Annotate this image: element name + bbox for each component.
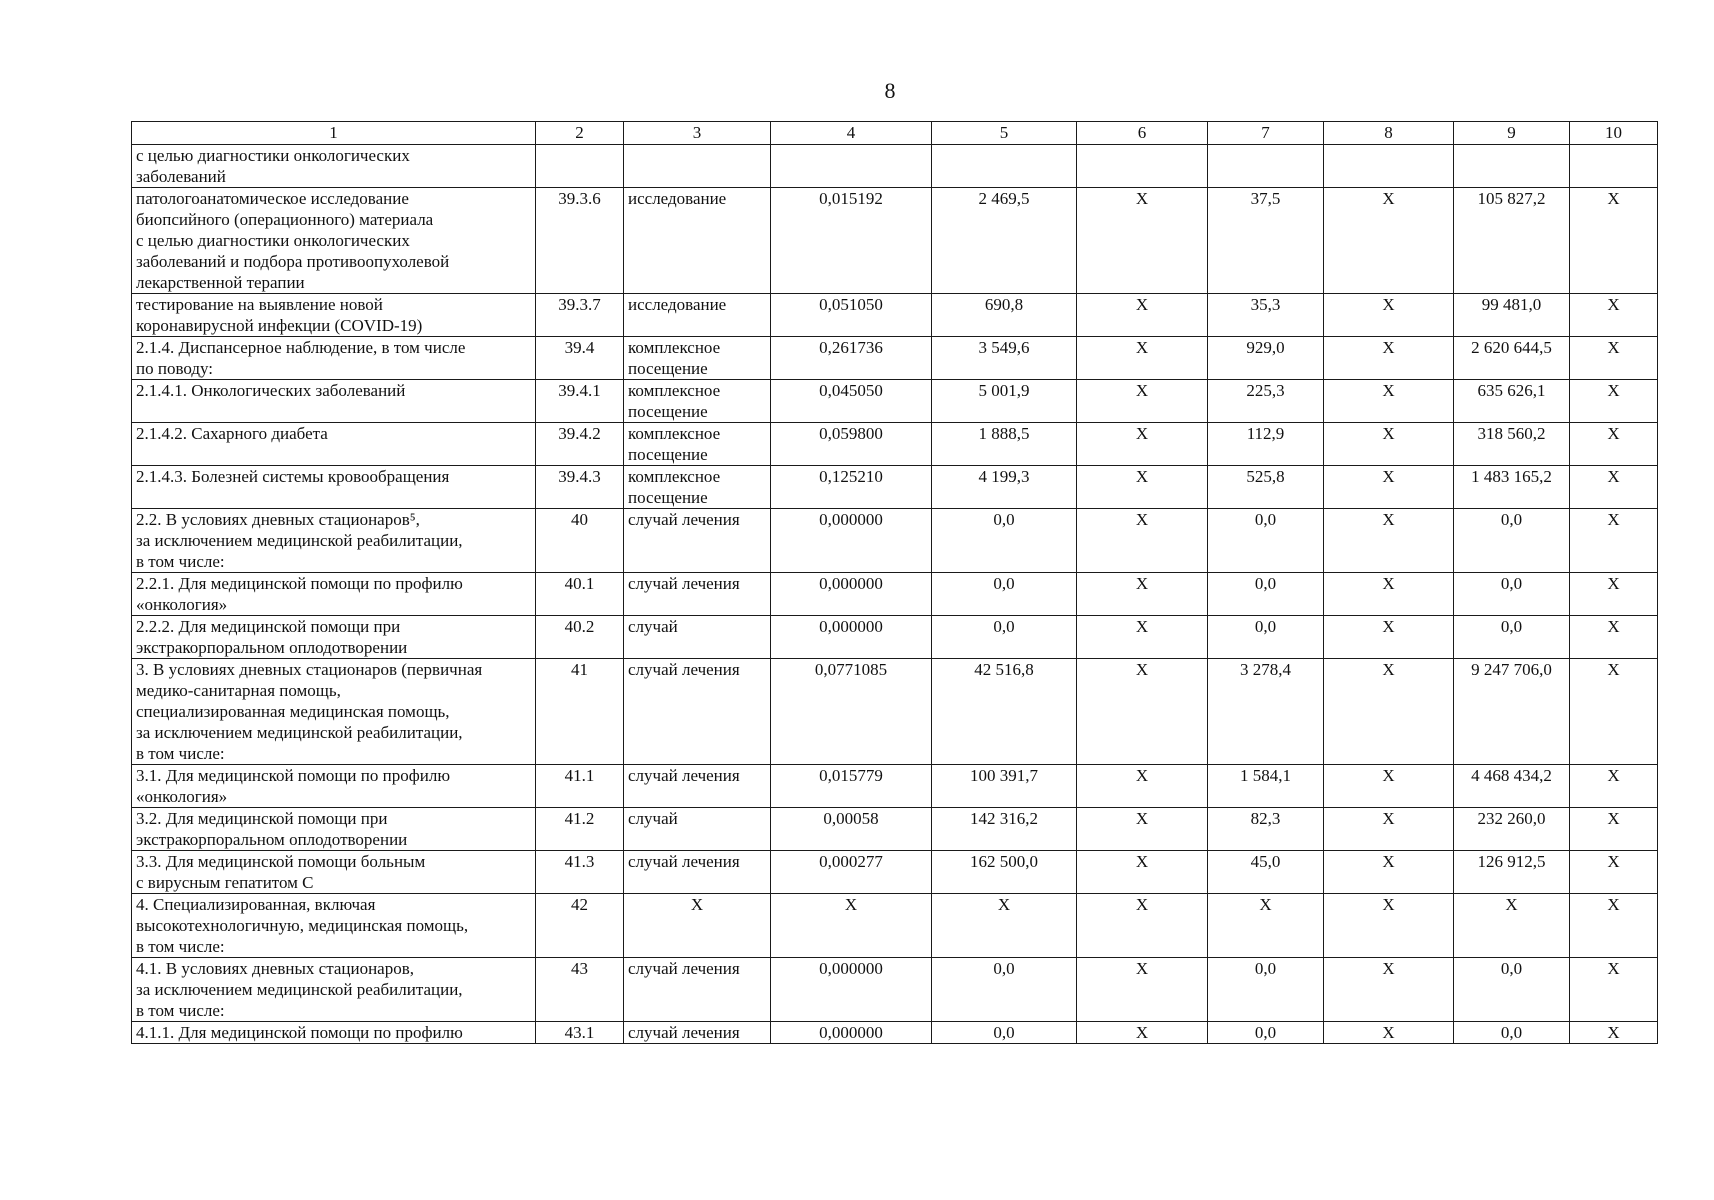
row-label: 2.1.4.2. Сахарного диабета xyxy=(132,423,536,466)
cell-col-4: Х xyxy=(771,894,932,958)
row-label: 3.3. Для медицинской помощи больным с вирусным гепатитом С xyxy=(132,851,536,894)
table-row xyxy=(132,423,1658,466)
table-row xyxy=(132,337,1658,380)
column-header: 5 xyxy=(932,122,1077,145)
cell-col-6 xyxy=(1077,145,1208,188)
cell-col-10: Х xyxy=(1570,380,1658,423)
row-code xyxy=(536,145,624,188)
row-code: 39.4.1 xyxy=(536,380,624,423)
column-header: 3 xyxy=(624,122,771,145)
cell-col-6: Х xyxy=(1077,659,1208,765)
table-row xyxy=(132,573,1658,616)
row-unit: случай лечения xyxy=(624,509,771,573)
row-unit xyxy=(624,145,771,188)
cell-col-9 xyxy=(1454,145,1570,188)
cell-col-10: Х xyxy=(1570,765,1658,808)
cell-col-8: Х xyxy=(1324,294,1454,337)
column-header: 2 xyxy=(536,122,624,145)
cell-col-8: Х xyxy=(1324,466,1454,509)
cell-col-6: Х xyxy=(1077,423,1208,466)
row-unit: исследование xyxy=(624,188,771,294)
row-code: 41.3 xyxy=(536,851,624,894)
cell-col-4: 0,000000 xyxy=(771,509,932,573)
cell-col-8: Х xyxy=(1324,659,1454,765)
cell-col-8: Х xyxy=(1324,894,1454,958)
cell-col-4: 0,0771085 xyxy=(771,659,932,765)
cell-col-7: 3 278,4 xyxy=(1208,659,1324,765)
cell-col-7: 1 584,1 xyxy=(1208,765,1324,808)
cell-col-10: Х xyxy=(1570,958,1658,1022)
table-row xyxy=(132,659,1658,765)
cell-col-8: Х xyxy=(1324,765,1454,808)
cell-col-6: Х xyxy=(1077,894,1208,958)
row-label: 4.1.1. Для медицинской помощи по профилю xyxy=(132,1022,536,1044)
cell-col-6: Х xyxy=(1077,337,1208,380)
cell-col-7: 35,3 xyxy=(1208,294,1324,337)
column-header: 7 xyxy=(1208,122,1324,145)
cell-col-8: Х xyxy=(1324,380,1454,423)
cell-col-8 xyxy=(1324,145,1454,188)
cell-col-10: Х xyxy=(1570,616,1658,659)
row-label: патологоанатомическое исследование биопсийного (операционного) материала с целью диагностики онкологических заболеваний и подбора противоопухолевой лекарственной терапии xyxy=(132,188,536,294)
row-label: 3.2. Для медицинской помощи при экстракорпоральном оплодотворении xyxy=(132,808,536,851)
row-code: 41.1 xyxy=(536,765,624,808)
row-unit: случай лечения xyxy=(624,958,771,1022)
column-header: 1 xyxy=(132,122,536,145)
row-code: 39.4 xyxy=(536,337,624,380)
row-code: 39.4.2 xyxy=(536,423,624,466)
cell-col-10: Х xyxy=(1570,659,1658,765)
column-header: 10 xyxy=(1570,122,1658,145)
row-unit: Х xyxy=(624,894,771,958)
row-label: 2.1.4.1. Онкологических заболеваний xyxy=(132,380,536,423)
cell-col-5: 0,0 xyxy=(932,1022,1077,1044)
table-row xyxy=(132,466,1658,509)
cell-col-7 xyxy=(1208,145,1324,188)
cell-col-6: Х xyxy=(1077,294,1208,337)
cell-col-10: Х xyxy=(1570,423,1658,466)
row-label: 2.2. В условиях дневных стационаров⁵, за исключением медицинской реабилитации, в том числе: xyxy=(132,509,536,573)
column-header: 9 xyxy=(1454,122,1570,145)
row-unit: комплексное посещение xyxy=(624,380,771,423)
cell-col-8: Х xyxy=(1324,616,1454,659)
cell-col-6: Х xyxy=(1077,616,1208,659)
cell-col-7: 525,8 xyxy=(1208,466,1324,509)
cell-col-9: 635 626,1 xyxy=(1454,380,1570,423)
cell-col-9: 4 468 434,2 xyxy=(1454,765,1570,808)
cell-col-7: 45,0 xyxy=(1208,851,1324,894)
cell-col-10: Х xyxy=(1570,509,1658,573)
cell-col-10: Х xyxy=(1570,294,1658,337)
cell-col-4: 0,00058 xyxy=(771,808,932,851)
cell-col-4: 0,000277 xyxy=(771,851,932,894)
cell-col-7: 0,0 xyxy=(1208,573,1324,616)
row-unit: исследование xyxy=(624,294,771,337)
row-code: 40 xyxy=(536,509,624,573)
cell-col-10 xyxy=(1570,145,1658,188)
table-row xyxy=(132,509,1658,573)
cell-col-6: Х xyxy=(1077,765,1208,808)
row-unit: случай лечения xyxy=(624,573,771,616)
table-row xyxy=(132,958,1658,1022)
column-header: 4 xyxy=(771,122,932,145)
cell-col-9: 0,0 xyxy=(1454,958,1570,1022)
table-row xyxy=(132,294,1658,337)
data-table xyxy=(131,121,1658,1044)
cell-col-8: Х xyxy=(1324,188,1454,294)
cell-col-10: Х xyxy=(1570,573,1658,616)
row-label: 4. Специализированная, включая высокотехнологичную, медицинская помощь, в том числе: xyxy=(132,894,536,958)
cell-col-4: 0,015192 xyxy=(771,188,932,294)
cell-col-4: 0,125210 xyxy=(771,466,932,509)
cell-col-5: 142 316,2 xyxy=(932,808,1077,851)
cell-col-4: 0,000000 xyxy=(771,958,932,1022)
cell-col-8: Х xyxy=(1324,573,1454,616)
cell-col-6: Х xyxy=(1077,188,1208,294)
cell-col-9: 0,0 xyxy=(1454,509,1570,573)
row-unit: случай лечения xyxy=(624,851,771,894)
cell-col-9: 126 912,5 xyxy=(1454,851,1570,894)
row-unit: случай лечения xyxy=(624,1022,771,1044)
cell-col-4: 0,000000 xyxy=(771,573,932,616)
row-unit: случай лечения xyxy=(624,659,771,765)
table-header-row xyxy=(132,122,1658,145)
cell-col-7: 929,0 xyxy=(1208,337,1324,380)
cell-col-7: 0,0 xyxy=(1208,616,1324,659)
cell-col-6: Х xyxy=(1077,1022,1208,1044)
cell-col-9: 99 481,0 xyxy=(1454,294,1570,337)
cell-col-4: 0,000000 xyxy=(771,616,932,659)
row-label: 3.1. Для медицинской помощи по профилю «онкология» xyxy=(132,765,536,808)
cell-col-7: 82,3 xyxy=(1208,808,1324,851)
cell-col-5: Х xyxy=(932,894,1077,958)
table-row xyxy=(132,894,1658,958)
row-unit: случай xyxy=(624,616,771,659)
cell-col-4: 0,015779 xyxy=(771,765,932,808)
cell-col-5: 1 888,5 xyxy=(932,423,1077,466)
cell-col-6: Х xyxy=(1077,851,1208,894)
cell-col-4: 0,045050 xyxy=(771,380,932,423)
cell-col-7: 0,0 xyxy=(1208,958,1324,1022)
cell-col-5: 42 516,8 xyxy=(932,659,1077,765)
row-code: 41 xyxy=(536,659,624,765)
row-code: 41.2 xyxy=(536,808,624,851)
cell-col-4: 0,000000 xyxy=(771,1022,932,1044)
cell-col-6: Х xyxy=(1077,466,1208,509)
cell-col-5: 5 001,9 xyxy=(932,380,1077,423)
cell-col-10: Х xyxy=(1570,337,1658,380)
row-label: 4.1. В условиях дневных стационаров, за исключением медицинской реабилитации, в том числе: xyxy=(132,958,536,1022)
row-label: 2.1.4. Диспансерное наблюдение, в том числе по поводу: xyxy=(132,337,536,380)
row-code: 40.2 xyxy=(536,616,624,659)
cell-col-8: Х xyxy=(1324,851,1454,894)
cell-col-4 xyxy=(771,145,932,188)
row-unit: комплексное посещение xyxy=(624,466,771,509)
cell-col-5: 3 549,6 xyxy=(932,337,1077,380)
cell-col-10: Х xyxy=(1570,466,1658,509)
row-code: 42 xyxy=(536,894,624,958)
cell-col-5 xyxy=(932,145,1077,188)
row-unit: комплексное посещение xyxy=(624,337,771,380)
cell-col-9: 105 827,2 xyxy=(1454,188,1570,294)
cell-col-4: 0,051050 xyxy=(771,294,932,337)
table-row xyxy=(132,380,1658,423)
cell-col-8: Х xyxy=(1324,958,1454,1022)
table-row xyxy=(132,1022,1658,1044)
row-label: с целью диагностики онкологических заболеваний xyxy=(132,145,536,188)
cell-col-6: Х xyxy=(1077,573,1208,616)
row-code: 43.1 xyxy=(536,1022,624,1044)
row-code: 39.4.3 xyxy=(536,466,624,509)
cell-col-10: Х xyxy=(1570,894,1658,958)
row-code: 40.1 xyxy=(536,573,624,616)
cell-col-6: Х xyxy=(1077,958,1208,1022)
cell-col-8: Х xyxy=(1324,423,1454,466)
cell-col-5: 2 469,5 xyxy=(932,188,1077,294)
row-unit: случай xyxy=(624,808,771,851)
cell-col-6: Х xyxy=(1077,509,1208,573)
cell-col-7: 37,5 xyxy=(1208,188,1324,294)
table-row xyxy=(132,616,1658,659)
column-header: 8 xyxy=(1324,122,1454,145)
table-row xyxy=(132,188,1658,294)
cell-col-9: 2 620 644,5 xyxy=(1454,337,1570,380)
row-label: 2.1.4.3. Болезней системы кровообращения xyxy=(132,466,536,509)
row-label: 2.2.2. Для медицинской помощи при экстракорпоральном оплодотворении xyxy=(132,616,536,659)
cell-col-7: 0,0 xyxy=(1208,509,1324,573)
row-unit: случай лечения xyxy=(624,765,771,808)
row-label: 3. В условиях дневных стационаров (первичная медико-санитарная помощь, специализированная медицинская помощь, за исключением медицинской реабилитации, в том числе: xyxy=(132,659,536,765)
cell-col-10: Х xyxy=(1570,808,1658,851)
row-unit: комплексное посещение xyxy=(624,423,771,466)
cell-col-7: 112,9 xyxy=(1208,423,1324,466)
cell-col-6: Х xyxy=(1077,380,1208,423)
cell-col-7: 225,3 xyxy=(1208,380,1324,423)
cell-col-5: 0,0 xyxy=(932,616,1077,659)
table-row xyxy=(132,145,1658,188)
cell-col-5: 100 391,7 xyxy=(932,765,1077,808)
cell-col-5: 162 500,0 xyxy=(932,851,1077,894)
cell-col-8: Х xyxy=(1324,337,1454,380)
cell-col-9: 9 247 706,0 xyxy=(1454,659,1570,765)
cell-col-4: 0,261736 xyxy=(771,337,932,380)
cell-col-5: 0,0 xyxy=(932,958,1077,1022)
cell-col-9: 1 483 165,2 xyxy=(1454,466,1570,509)
cell-col-8: Х xyxy=(1324,808,1454,851)
row-code: 43 xyxy=(536,958,624,1022)
column-header: 6 xyxy=(1077,122,1208,145)
row-code: 39.3.7 xyxy=(536,294,624,337)
cell-col-6: Х xyxy=(1077,808,1208,851)
cell-col-10: Х xyxy=(1570,851,1658,894)
table-row xyxy=(132,808,1658,851)
row-label: тестирование на выявление новой коронавирусной инфекции (COVID-19) xyxy=(132,294,536,337)
cell-col-9: 0,0 xyxy=(1454,573,1570,616)
cell-col-5: 0,0 xyxy=(932,573,1077,616)
cell-col-7: Х xyxy=(1208,894,1324,958)
cell-col-7: 0,0 xyxy=(1208,1022,1324,1044)
cell-col-10: Х xyxy=(1570,1022,1658,1044)
cell-col-5: 0,0 xyxy=(932,509,1077,573)
row-label: 2.2.1. Для медицинской помощи по профилю «онкология» xyxy=(132,573,536,616)
cell-col-5: 4 199,3 xyxy=(932,466,1077,509)
cell-col-9: 318 560,2 xyxy=(1454,423,1570,466)
cell-col-8: Х xyxy=(1324,509,1454,573)
table-row xyxy=(132,851,1658,894)
cell-col-8: Х xyxy=(1324,1022,1454,1044)
cell-col-9: 0,0 xyxy=(1454,616,1570,659)
table-row xyxy=(132,765,1658,808)
page-number: 8 xyxy=(884,78,896,103)
row-code: 39.3.6 xyxy=(536,188,624,294)
cell-col-5: 690,8 xyxy=(932,294,1077,337)
cell-col-10: Х xyxy=(1570,188,1658,294)
cell-col-9: Х xyxy=(1454,894,1570,958)
cell-col-9: 232 260,0 xyxy=(1454,808,1570,851)
cell-col-4: 0,059800 xyxy=(771,423,932,466)
cell-col-9: 0,0 xyxy=(1454,1022,1570,1044)
